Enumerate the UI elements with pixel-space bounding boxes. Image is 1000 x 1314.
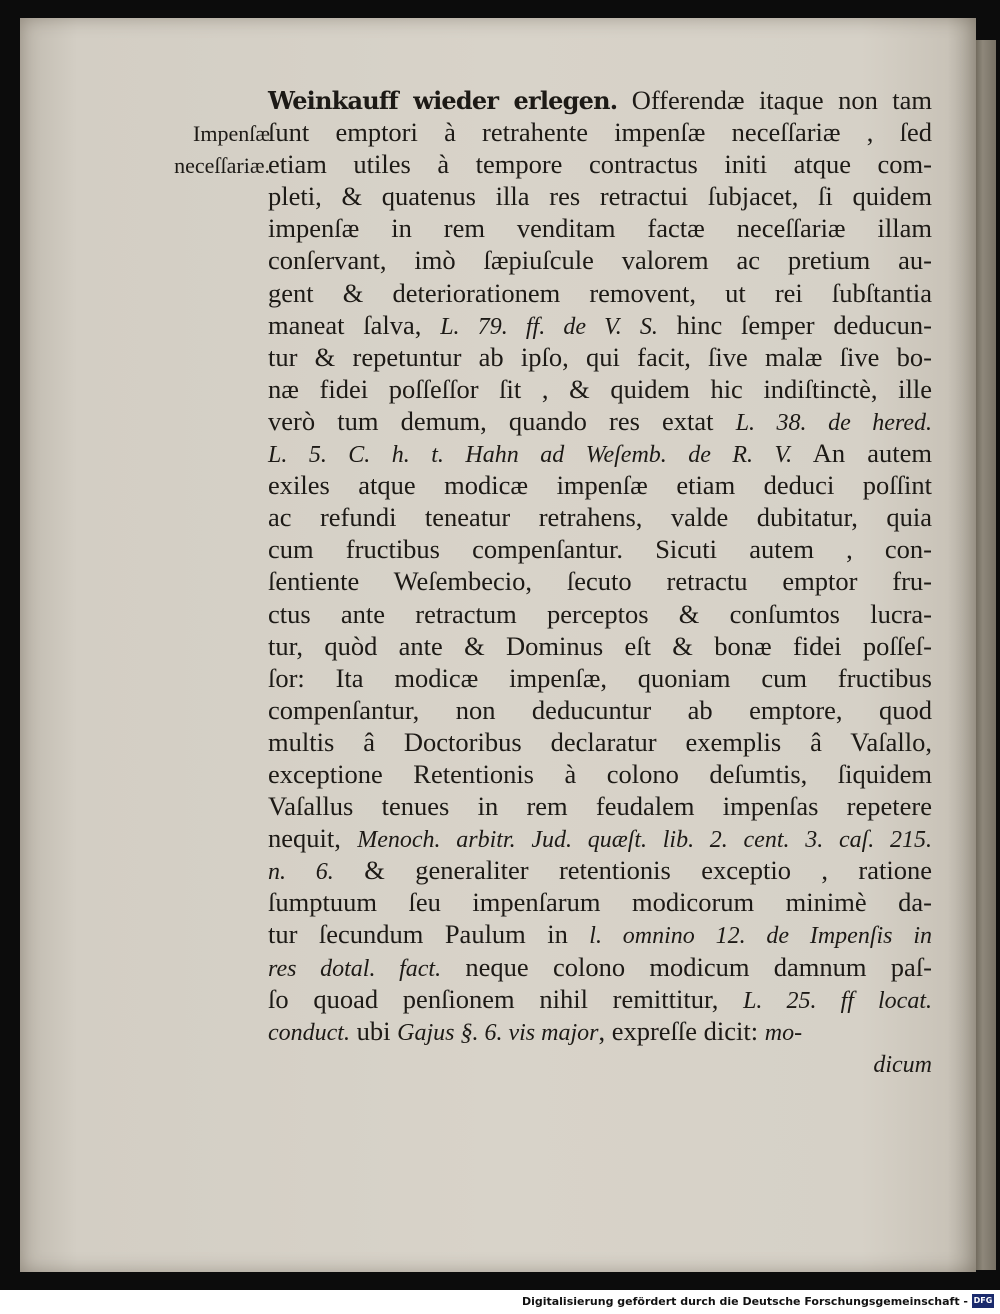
- line-text: ſunt emptori à retrahente impenſæ neceſſariæ , ſed: [268, 117, 932, 148]
- text-line: [268, 822, 932, 854]
- text-line: [268, 790, 932, 822]
- line-text: verò tum demum, quando res extat: [268, 405, 736, 436]
- line-text: neque colono modicum damnum paſ-: [441, 951, 933, 982]
- footer-credit: Digitalisierung gefördert durch die Deutsche Forschungsgemeinschaft -: [521, 1295, 968, 1308]
- text-line: [268, 148, 932, 180]
- body-text: [268, 84, 932, 1079]
- line-text: gent & deteriorationem removent, ut rei ſubſtantia: [268, 277, 932, 308]
- line-text: etiam utiles à tempore contractus initi atque com-: [268, 149, 932, 180]
- footer-bar: [0, 1290, 1000, 1314]
- text-line: [268, 277, 932, 309]
- text-line: [268, 758, 932, 790]
- line-text: næ fidei poſſeſſor ſit , & quidem hic indiſtinctè, ille: [268, 373, 932, 404]
- text-line: [268, 694, 932, 726]
- citation-text: L. 5. C. h. t. Hahn ad Weſemb. de R. V.: [268, 442, 793, 469]
- line-text: & generaliter retentionis exceptio , ratione: [333, 855, 933, 886]
- margin-note: [130, 118, 270, 182]
- text-line: [268, 726, 932, 758]
- text-line: [268, 1015, 932, 1047]
- citation-text: n. 6.: [268, 859, 334, 886]
- line-text: ſo quoad penſionem nihil remittitur,: [268, 983, 744, 1014]
- text-line: [268, 630, 932, 662]
- line-text: , expreſſe dicit:: [598, 1015, 765, 1046]
- text-line: [268, 437, 932, 469]
- citation-text: mo-: [764, 1019, 803, 1046]
- text-line: [268, 854, 932, 886]
- text-line: [268, 501, 932, 533]
- line-text: maneat ſalva,: [268, 309, 441, 340]
- text-line: [268, 244, 932, 276]
- text-line: [268, 405, 932, 437]
- line-text: Vaſallus tenues in rem feudalem impenſas repetere: [268, 791, 932, 822]
- line-text: pleti, & quatenus illa res retractui ſubjacet, ſi quidem: [268, 181, 932, 212]
- line-text: compenſantur, non deducuntur ab emptore, quod: [268, 694, 932, 725]
- line-text: exceptione Retentionis à colono deſumtis, ſiquidem: [268, 758, 932, 789]
- text-line: [268, 918, 932, 950]
- text-line: [268, 373, 932, 405]
- citation-text: l. omnino 12. de Impenſis in: [589, 923, 932, 950]
- fraktur-text: Weinkauff wieder erlegen.: [268, 86, 618, 115]
- citation-text: conduct.: [268, 1019, 350, 1046]
- text-line: [268, 951, 932, 983]
- text-line: [268, 565, 932, 597]
- citation-text: res dotal. fact.: [268, 955, 442, 982]
- line-text: ſumptuum ſeu impenſarum modicorum minimè da-: [268, 887, 932, 918]
- text-line: [268, 212, 932, 244]
- text-line: [268, 84, 932, 116]
- page-edge: [974, 40, 996, 1270]
- dfg-logo: DFG: [972, 1294, 994, 1308]
- margin-note-line: neceſſariæ.: [174, 153, 270, 178]
- citation-text: L. 25. ff locat.: [743, 987, 933, 1014]
- line-text: nequit,: [268, 823, 358, 854]
- citation-text: L. 79. ff. de V. S.: [440, 313, 658, 340]
- line-text: ſor: Ita modicæ impenſæ, quoniam cum fructibus: [268, 662, 932, 693]
- catchword: [268, 1047, 932, 1079]
- text-line: [268, 309, 932, 341]
- line-text: multis â Doctoribus declaratur exemplis â Vaſallo,: [268, 726, 932, 757]
- line-text: ubi: [349, 1015, 398, 1046]
- line-text: ac refundi teneatur retrahens, valde dubitatur, quia: [268, 502, 932, 533]
- text-line: [268, 341, 932, 373]
- line-text: ctus ante retractum perceptos & conſumtos lucra-: [268, 598, 932, 629]
- line-text: Offerendæ itaque non tam: [617, 85, 932, 115]
- line-text: impenſæ in rem venditam factæ neceſſariæ illam: [268, 213, 932, 244]
- text-line: [268, 598, 932, 630]
- citation-text: L. 38. de hered.: [735, 409, 932, 436]
- text-line: [268, 983, 932, 1015]
- line-text: exiles atque modicæ impenſæ etiam deduci poſſint: [268, 470, 932, 501]
- line-text: cum fructibus compenſantur. Sicuti autem , con-: [268, 534, 932, 565]
- text-line: [268, 469, 932, 501]
- margin-note-line: Impenſæ: [193, 121, 270, 146]
- text-line: [268, 662, 932, 694]
- text-line: [268, 116, 932, 148]
- text-line: [268, 886, 932, 918]
- citation-text: Menoch. arbitr. Jud. quæſt. lib. 2. cent. 3. caſ. 215.: [357, 827, 932, 854]
- line-text: hinc ſemper deducun-: [657, 309, 933, 340]
- line-text: tur, quòd ante & Dominus eſt & bonæ fidei poſſeſ-: [268, 630, 932, 661]
- line-text: tur & repetuntur ab ipſo, qui facit, ſive malæ ſive bo-: [268, 341, 932, 372]
- line-text: tur ſecundum Paulum in: [268, 919, 590, 950]
- line-text: conſervant, imò ſæpiuſcule valorem ac pretium au-: [268, 245, 932, 276]
- line-text: ſentiente Weſembecio, ſecuto retractu emptor fru-: [268, 566, 932, 597]
- catchword-text: dicum: [873, 1051, 932, 1078]
- citation-text: Gajus §. 6. vis major: [397, 1019, 599, 1046]
- line-text: An autem: [792, 438, 932, 469]
- text-line: [268, 533, 932, 565]
- text-line: [268, 180, 932, 212]
